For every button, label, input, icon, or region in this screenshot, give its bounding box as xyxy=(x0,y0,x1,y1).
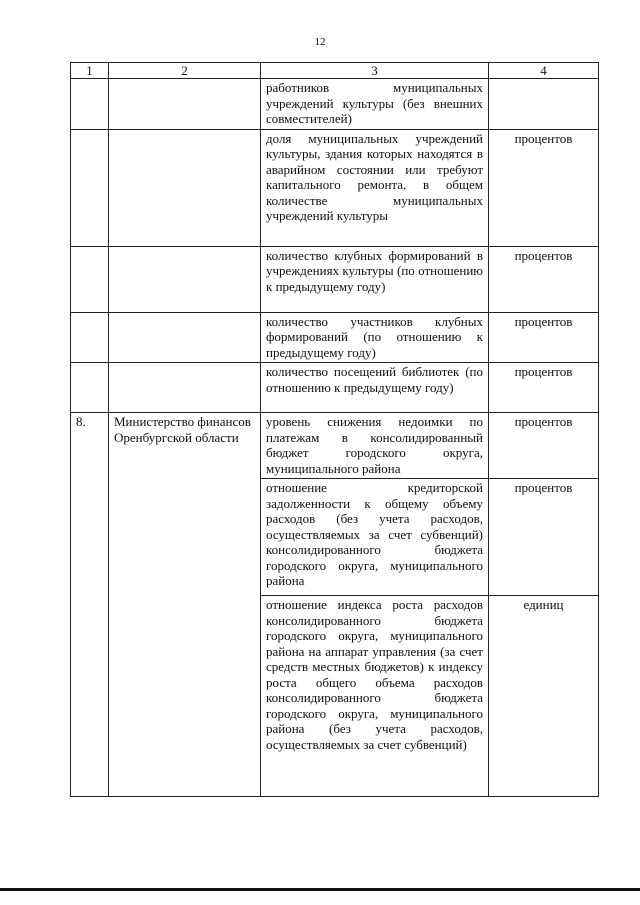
unit-cell: процентов xyxy=(489,479,599,596)
organization-cell xyxy=(109,79,261,130)
organization-cell xyxy=(109,246,261,312)
row-number-cell xyxy=(71,129,109,246)
page-number: 12 xyxy=(314,36,326,48)
column-header-2: 2 xyxy=(109,63,261,79)
unit-cell: единиц xyxy=(489,596,599,797)
column-header-3: 3 xyxy=(261,63,489,79)
row-number-cell: 8. xyxy=(71,413,109,797)
indicator-cell: количество посещений библиотек (по отношению к предыдущему году) xyxy=(261,363,489,413)
organization-cell xyxy=(109,129,261,246)
row-number-cell xyxy=(71,246,109,312)
table-row xyxy=(71,312,599,363)
unit-cell: процентов xyxy=(489,363,599,413)
indicator-cell: работников муниципальных учреждений культуры (без внешних совместителей) xyxy=(261,79,489,130)
indicator-cell: количество участников клубных формирований (по отношению к предыдущему году) xyxy=(261,312,489,363)
indicator-cell: доля муниципальных учреждений культуры, здания которых находятся в аварийном состоянии или требуют капитального ремонта, в общем количестве муниципальных учреждений культуры xyxy=(261,129,489,246)
table-row xyxy=(71,79,599,130)
table-row xyxy=(71,246,599,312)
unit-cell: процентов xyxy=(489,312,599,363)
indicator-cell: количество клубных формирований в учреждениях культуры (по отношению к предыдущему году) xyxy=(261,246,489,312)
table-row xyxy=(71,413,599,479)
unit-cell xyxy=(489,79,599,130)
unit-cell: процентов xyxy=(489,129,599,246)
column-header-1: 1 xyxy=(71,63,109,79)
unit-cell: процентов xyxy=(489,246,599,312)
footer-rule xyxy=(0,888,640,891)
row-number-cell xyxy=(71,363,109,413)
table-row xyxy=(71,129,599,246)
organization-cell xyxy=(109,312,261,363)
indicator-cell: отношение индекса роста расходов консолидированного бюджета городского округа, муниципального района на аппарат управления (за счет средств местных бюджетов) к индексу роста общего объема расходов консолидированного бюджета городского округа, муниципального района (без учета расходов, осуществляемых за счет субвенций) xyxy=(261,596,489,797)
table-row xyxy=(71,363,599,413)
row-number-cell xyxy=(71,79,109,130)
column-header-4: 4 xyxy=(489,63,599,79)
organization-cell: Министерство финансов Оренбургской области xyxy=(109,413,261,797)
indicator-cell: уровень снижения недоимки по платежам в консолидированный бюджет городского округа, муниципального района xyxy=(261,413,489,479)
indicators-table xyxy=(70,62,599,797)
row-number-cell xyxy=(71,312,109,363)
table-header-row xyxy=(71,63,599,79)
indicator-cell: отношение кредиторской задолженности к общему объему расходов (без учета расходов, осуществляемых за счет субвенций) консолидированного бюджета городского округа, муниципального района xyxy=(261,479,489,596)
organization-cell xyxy=(109,363,261,413)
unit-cell: процентов xyxy=(489,413,599,479)
